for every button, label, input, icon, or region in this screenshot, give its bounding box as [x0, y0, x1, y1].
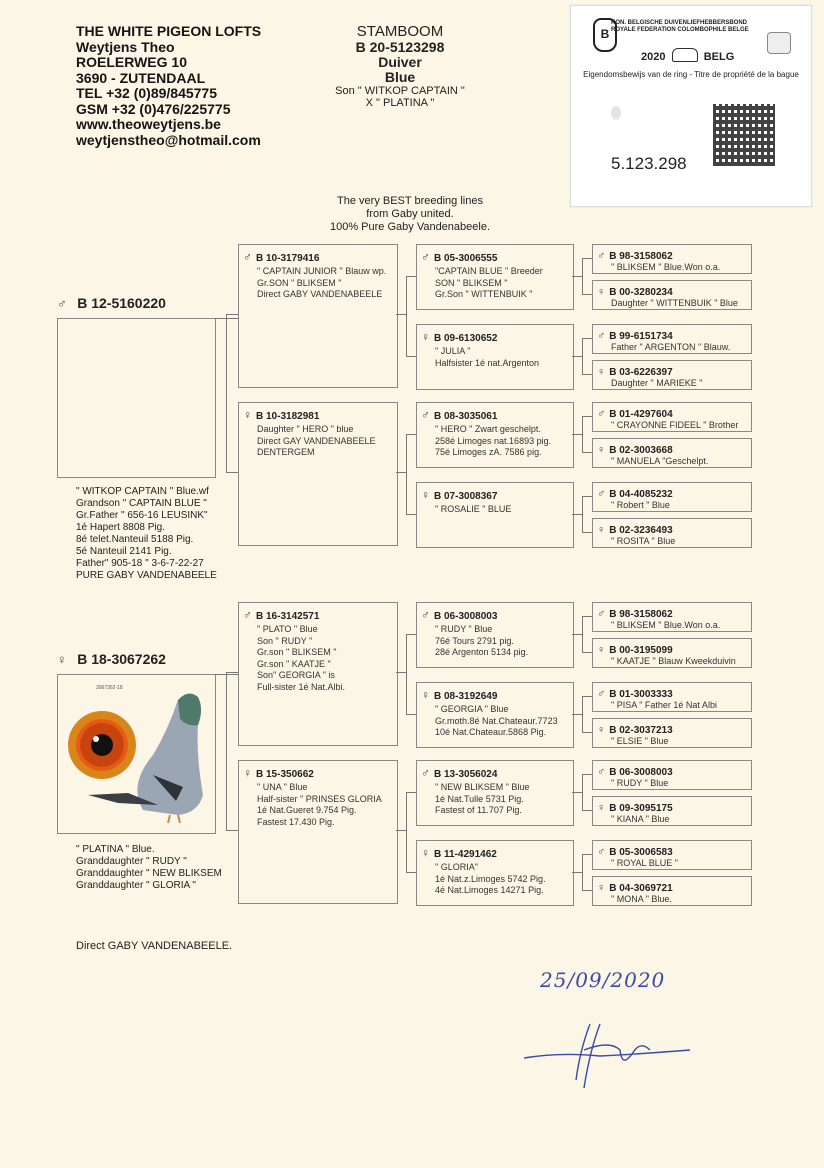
- ancestor-box-gen2: [238, 602, 398, 746]
- father-desc-line: Grandson " CAPTAIN BLUE ": [76, 498, 207, 509]
- female-icon: ♀: [421, 846, 430, 860]
- ancestor-ring: B 02-3037213: [609, 725, 673, 736]
- pigeon-color: Blue: [384, 69, 416, 85]
- father-header: [57, 295, 166, 313]
- male-icon: ♂: [597, 688, 606, 700]
- ancestor-desc-line: 76é Tours 2791 pig.: [435, 635, 514, 646]
- pigeon-dam: X " PLATINA ": [365, 97, 435, 109]
- ancestor-ring: B 02-3003668: [609, 445, 673, 456]
- ancestor-box-gen4: [592, 360, 752, 390]
- ancestor-desc-line: Son" GEORGIA " is: [257, 670, 335, 680]
- ancestor-desc-line: 28é Argenton 5134 pig.: [435, 647, 529, 657]
- ancestor-desc-line: "CAPTAIN BLUE " Breeder: [435, 266, 543, 276]
- ancestor-desc-line: Fastest 17.430 Pig.: [257, 816, 335, 827]
- ancestor-desc-line: " MONA " Blue.: [611, 894, 672, 904]
- female-icon: ♀: [597, 444, 606, 456]
- ancestor-ring: B 01-3003333: [609, 689, 673, 700]
- address-line: 3690 - ZUTENDAAL: [76, 69, 206, 86]
- ancestor-box-gen4: [592, 244, 752, 274]
- male-icon: ♂: [421, 766, 430, 780]
- female-icon: ♀: [421, 330, 430, 344]
- ancestor-box-gen3: [416, 324, 574, 390]
- ancestor-desc-line: Gr.son " KAATJE ": [257, 658, 331, 669]
- female-icon: ♀: [243, 408, 252, 422]
- male-icon: ♂: [421, 250, 430, 264]
- father-desc-line: 8é telet.Nanteuil 5188 Pig.: [76, 534, 194, 545]
- ancestor-ring: B 00-3280234: [609, 287, 673, 298]
- ancestor-desc-line: 75é Limoges zA. 7586 pig.: [435, 447, 542, 457]
- address-line: weytjenstheo@hotmail.com: [76, 131, 261, 148]
- org-name: KON. BELGISCHE DUIVENLIEFHEBBERSBOND ROYALE FEDERATION COLOMBOPHILE BELGE: [611, 20, 749, 33]
- male-icon: ♂: [421, 608, 430, 622]
- punch-hole-icon: [611, 106, 621, 120]
- male-icon: ♂: [597, 488, 606, 500]
- male-icon: ♂: [243, 250, 252, 264]
- ancestor-desc-line: DENTERGEM: [257, 447, 315, 457]
- ancestor-desc-line: " BLIKSEM " Blue.Won o.a.: [611, 620, 721, 630]
- female-icon: ♀: [597, 882, 606, 894]
- ancestor-ring: B 09-3095175: [609, 803, 673, 814]
- ancestor-ring: B 08-3035061: [434, 411, 498, 422]
- intro-line: The very BEST breeding lines: [337, 195, 483, 207]
- ancestor-desc-line: 1é Nat.Tulle 5731 Pig.: [435, 793, 524, 804]
- ancestor-ring: B 98-3158062: [609, 609, 673, 620]
- ancestor-ring: B 10-3179416: [256, 253, 320, 264]
- ancestor-box-gen4: [592, 518, 752, 548]
- intro-line: 100% Pure Gaby Vandenabeele.: [329, 221, 491, 233]
- female-icon: ♀: [57, 652, 67, 667]
- ancestor-desc-line: Gr.Son " WITTENBUIK ": [435, 289, 533, 299]
- father-desc-line: PURE GABY VANDENABEELE: [76, 570, 217, 581]
- ancestor-box-gen4: [592, 876, 752, 906]
- mother-ring: B 18-3067262: [77, 651, 166, 667]
- ancestor-desc-line: " MANUELA "Geschelpt.: [611, 456, 709, 466]
- ancestor-desc-line: " KAATJE " Blauw Kweekduivin: [611, 656, 736, 666]
- ancestor-ring: B 16-3142571: [256, 611, 320, 622]
- ancestor-desc-line: " NEW BLIKSEM " Blue: [435, 782, 530, 792]
- ancestor-box-gen3: [416, 402, 574, 468]
- breeder-address: [76, 24, 261, 148]
- ancestor-box-gen3: [416, 682, 574, 748]
- female-icon: ♀: [597, 724, 606, 736]
- ancestor-ring: B 06-3008003: [609, 767, 673, 778]
- male-icon: ♂: [243, 608, 252, 622]
- signature-icon: [520, 1010, 700, 1090]
- ancestor-desc-line: " CAPTAIN JUNIOR " Blauw wp.: [257, 266, 387, 276]
- father-desc-line: " WITKOP CAPTAIN " Blue.wf: [76, 486, 209, 497]
- ancestor-desc-line: " JULIA ": [435, 346, 471, 356]
- pigeon-logo-icon: [767, 32, 791, 54]
- female-icon: ♀: [597, 366, 606, 378]
- ancestor-desc-line: Fastest of 11.707 Pig.: [435, 805, 522, 815]
- ring-certificate: [570, 5, 812, 207]
- ancestor-desc-line: " ROSITA " Blue: [611, 536, 676, 546]
- mother-desc-line: Granddaughter " RUDY ": [76, 856, 187, 867]
- male-icon: ♂: [597, 250, 606, 262]
- ancestor-ring: B 98-3158062: [609, 251, 673, 262]
- female-icon: ♀: [243, 766, 252, 780]
- ancestor-desc-line: Daughter " HERO " blue: [257, 424, 354, 434]
- male-icon: ♂: [597, 330, 606, 342]
- ancestor-desc-line: " RUDY " Blue: [611, 778, 669, 788]
- male-icon: ♂: [597, 408, 606, 420]
- mother-desc-line: Granddaughter " GLORIA ": [76, 880, 196, 891]
- ancestor-desc-line: " BLIKSEM " Blue.Won o.a.: [611, 262, 721, 272]
- ancestor-desc-line: Full-sister 1é Nat.Albi.: [257, 681, 346, 692]
- father-photo-frame: [57, 318, 216, 478]
- ancestor-ring: B 02-3236493: [609, 525, 673, 536]
- ancestor-box-gen4: [592, 840, 752, 870]
- ancestor-desc-line: " UNA " Blue: [257, 782, 308, 792]
- ancestor-box-gen3: [416, 602, 574, 668]
- ancestor-desc-line: " GEORGIA " Blue: [435, 704, 509, 714]
- father-ring: B 12-5160220: [77, 295, 166, 311]
- ancestor-ring: B 03-6226397: [609, 367, 673, 378]
- ancestor-desc-line: " ELSIE " Blue: [611, 736, 669, 746]
- ancestor-ring: B 07-3008367: [434, 491, 498, 502]
- ancestor-desc-line: " RUDY " Blue: [435, 624, 493, 634]
- intro-text: [300, 195, 520, 234]
- ancestor-desc-line: 10é Nat.Chateaur.5868 Pig.: [435, 727, 547, 737]
- address-line: TEL +32 (0)89/845775: [76, 85, 218, 101]
- ancestor-desc-line: Gr.son " BLIKSEM ": [257, 647, 337, 657]
- ancestor-box-gen3: [416, 482, 574, 548]
- address-line: ROELERWEG 10: [76, 54, 187, 70]
- male-icon: ♂: [597, 608, 606, 620]
- ancestor-desc-line: Gr.moth.8é Nat.Chateaur.7723: [435, 715, 558, 726]
- ancestor-box-gen4: [592, 718, 752, 748]
- ancestor-desc-line: Son " RUDY ": [257, 635, 313, 646]
- ancestor-ring: B 06-3008003: [434, 611, 498, 622]
- female-icon: ♀: [597, 644, 606, 656]
- ancestor-ring: B 08-3192649: [434, 691, 498, 702]
- ancestor-ring: B 04-3069721: [609, 883, 673, 894]
- signature-date: 25/09/2020: [540, 968, 666, 992]
- ancestor-desc-line: " PLATO " Blue: [257, 624, 318, 634]
- ancestor-desc-line: " HERO " Zwart geschelpt.: [435, 424, 541, 434]
- ancestor-box-gen4: [592, 438, 752, 468]
- ancestor-box-gen2: [238, 760, 398, 904]
- ancestor-ring: B 99-6151734: [609, 331, 673, 342]
- ancestor-ring: B 11-4291462: [434, 849, 497, 860]
- crown-icon: [672, 48, 698, 62]
- address-line: GSM +32 (0)476/225775: [76, 100, 231, 117]
- ancestor-box-gen4: [592, 796, 752, 826]
- ancestor-desc-line: Daughter " MARIEKE ": [611, 378, 703, 388]
- father-desc: [76, 486, 217, 582]
- ancestor-ring: B 01-4297604: [609, 409, 673, 420]
- father-desc-line: 1é Hapert 8808 Pig.: [76, 522, 165, 533]
- ancestor-ring: B 15-350662: [256, 769, 314, 780]
- ancestor-desc-line: " CRAYONNE FIDEEL " Brother: [611, 420, 739, 430]
- ancestor-desc-line: Gr.SON " BLIKSEM ": [257, 277, 342, 288]
- ancestor-desc-line: " Robert " Blue: [611, 500, 670, 510]
- ancestor-desc-line: Direct GABY VANDENABEELE: [257, 289, 383, 299]
- ring-subtitle: Eigendomsbewijs van de ring - Titre de propriété de la bague: [583, 70, 799, 79]
- ancestor-desc-line: Daughter " WITTENBUIK " Blue: [611, 298, 738, 308]
- mother-desc-line: " PLATINA " Blue.: [76, 844, 155, 855]
- father-desc-line: Father" 905-18 " 3-6-7-22-27: [76, 558, 204, 569]
- ancestor-box-gen4: [592, 324, 752, 354]
- ancestor-desc-line: " KIANA " Blue: [611, 814, 670, 824]
- ancestor-desc-line: " PISA " Father 1é Nat Albi: [611, 700, 717, 710]
- ring-year: 2020 BELG: [641, 46, 734, 63]
- father-desc-line: 5é Nanteuil 2141 Pig.: [76, 546, 172, 557]
- pigeon-ring: B 20-5123298: [355, 39, 445, 55]
- ancestor-box-gen4: [592, 280, 752, 310]
- qr-code-icon: [713, 104, 775, 166]
- mother-desc: [76, 844, 222, 892]
- ancestor-box-gen4: [592, 638, 752, 668]
- ancestor-desc-line: " ROSALIE " BLUE: [435, 504, 512, 514]
- ancestor-ring: B 10-3182981: [256, 411, 320, 422]
- ancestor-desc-line: SON " BLIKSEM ": [435, 277, 508, 288]
- ancestor-ring: B 05-3006583: [609, 847, 673, 858]
- address-line: THE WHITE PIGEON LOFTS: [76, 23, 262, 39]
- ancestor-ring: B 09-6130652: [434, 333, 498, 344]
- ancestor-desc-line: Halfsister 1é nat.Argenton: [435, 357, 540, 368]
- mother-desc-line: Granddaughter " NEW BLIKSEM: [76, 868, 222, 879]
- address-line: www.theoweytjens.be: [76, 116, 221, 132]
- female-icon: ♀: [421, 688, 430, 702]
- ancestor-desc-line: Direct GAY VANDENABEELE: [257, 435, 376, 446]
- ancestor-box-gen3: [416, 760, 574, 826]
- ring-number: 5.123.298: [611, 154, 687, 173]
- mother-header: [57, 651, 166, 669]
- ancestor-ring: B 05-3006555: [434, 253, 498, 264]
- female-icon: ♀: [597, 286, 606, 298]
- pigeon-sire: Son " WITKOP CAPTAIN ": [335, 85, 465, 97]
- ancestor-ring: B 04-4085232: [609, 489, 673, 500]
- ancestor-ring: B 00-3195099: [609, 645, 673, 656]
- ancestor-ring: B 13-3056024: [434, 769, 498, 780]
- ancestor-box-gen4: [592, 482, 752, 512]
- male-icon: ♂: [597, 846, 606, 858]
- ancestor-desc-line: Half-sister " PRINSES GLORIA: [257, 793, 382, 804]
- ancestor-box-gen4: [592, 602, 752, 632]
- male-icon: ♂: [57, 296, 67, 311]
- ancestor-box-gen4: [592, 760, 752, 790]
- intro-line: from Gaby united.: [366, 208, 454, 220]
- pigeon-photo-icon: [58, 675, 215, 833]
- ancestor-box-gen4: [592, 682, 752, 712]
- ancestor-box-gen4: [592, 402, 752, 432]
- pedigree-title: [300, 24, 500, 109]
- female-icon: ♀: [597, 802, 606, 814]
- ancestor-desc-line: 1é Nat.Gueret 9.754 Pig.: [257, 805, 357, 815]
- ancestor-desc-line: 1é Nat.z.Limoges 5742 Pig.: [435, 873, 546, 884]
- mother-photo: 3067262-18: [57, 674, 216, 834]
- male-icon: ♂: [421, 408, 430, 422]
- father-desc-line: Gr.Father " 656-16 LEUSINK": [76, 510, 208, 521]
- female-icon: ♀: [421, 488, 430, 502]
- stamboom-title: STAMBOOM: [356, 23, 444, 40]
- footer-direct: Direct GABY VANDENABEELE.: [76, 940, 233, 952]
- ancestor-desc-line: " GLORIA": [435, 862, 478, 872]
- female-icon: ♀: [597, 524, 606, 536]
- ancestor-desc-line: 258é Limoges nat.16893 pig.: [435, 435, 552, 446]
- ancestor-box-gen2: [238, 402, 398, 546]
- ancestor-box-gen2: [238, 244, 398, 388]
- address-line: Weytjens Theo: [76, 38, 175, 55]
- pigeon-sex: Duiver: [378, 54, 422, 70]
- ancestor-desc-line: 4é Nat.Limoges 14271 Pig.: [435, 885, 544, 895]
- ancestor-desc-line: Father " ARGENTON " Blauw.: [611, 342, 731, 352]
- ancestor-box-gen3: [416, 840, 574, 906]
- ancestor-desc-line: " ROYAL BLUE ": [611, 858, 678, 868]
- kbdb-logo-icon: B: [593, 18, 617, 52]
- male-icon: ♂: [597, 766, 606, 778]
- ancestor-box-gen3: [416, 244, 574, 310]
